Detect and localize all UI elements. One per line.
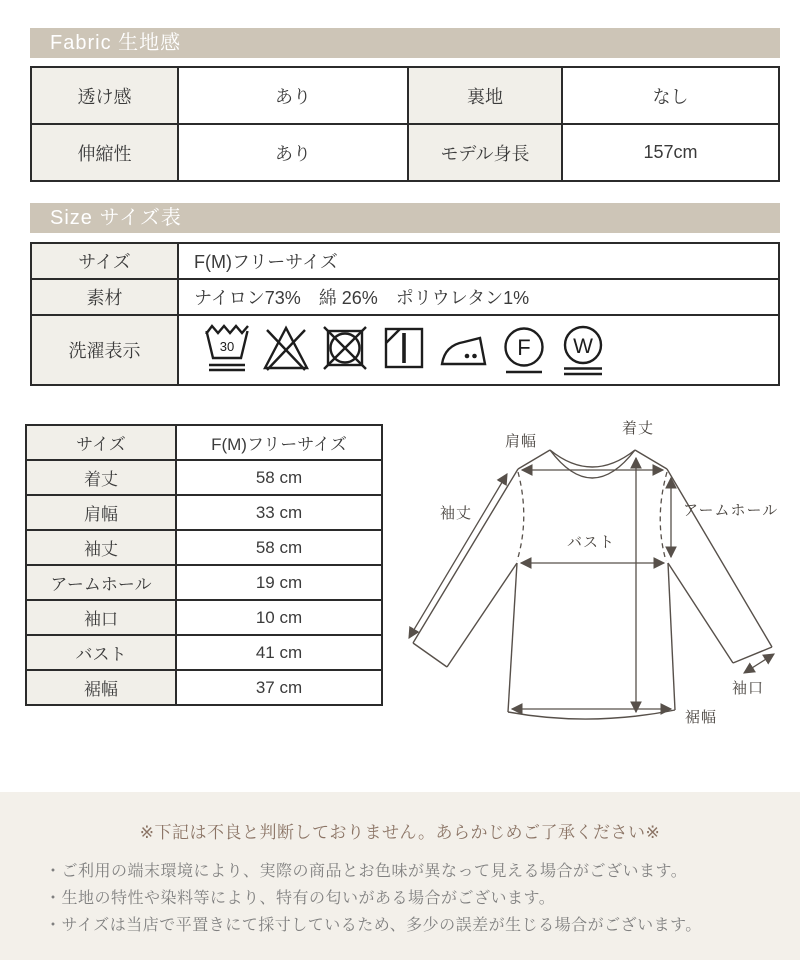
fabric-value-stretch: あり	[178, 124, 408, 181]
size-label: サイズ	[31, 243, 178, 279]
table-row	[26, 565, 382, 600]
svg-text:W: W	[573, 335, 593, 358]
do-not-bleach-icon	[262, 322, 310, 378]
meas-header-label: サイズ	[26, 425, 176, 460]
svg-text:30: 30	[219, 339, 235, 354]
meas-label-length: 着丈	[26, 460, 176, 495]
meas-label-sleeve: 袖丈	[26, 530, 176, 565]
meas-label-cuff: 袖口	[26, 600, 176, 635]
meas-label-bust: バスト	[26, 635, 176, 670]
disclaimer-title: ※下記は不良と判断しておりません。あらかじめご了承ください※	[139, 823, 661, 842]
disclaimer-item: ・サイズは当店で平置きにて採寸しているため、多少の誤差が生じる場合がございます。	[45, 917, 702, 934]
table-row	[31, 243, 779, 279]
meas-label-hem: 裾幅	[26, 670, 176, 705]
fabric-label-sheerness: 透け感	[31, 67, 178, 124]
table-row	[31, 124, 779, 181]
meas-label-shoulder: 肩幅	[26, 495, 176, 530]
wet-clean-very-gentle-icon	[559, 322, 607, 378]
material-value: ナイロン73% 綿 26% ポリウレタン1%	[178, 279, 779, 315]
diagram-label-hem: 裾幅	[685, 709, 718, 726]
table-row	[26, 635, 382, 670]
meas-value-bust: 41 cm	[176, 635, 382, 670]
care-label: 洗濯表示	[31, 315, 178, 385]
table-row	[31, 67, 779, 124]
table-row	[26, 425, 382, 460]
table-row	[26, 495, 382, 530]
meas-value-armhole: 19 cm	[176, 565, 382, 600]
care-symbols-row	[194, 318, 778, 382]
meas-label-armhole: アームホール	[26, 565, 176, 600]
diagram-label-sleeve: 袖丈	[439, 505, 473, 522]
disclaimer-item: ・ご利用の端末環境により、実際の商品とお色味が異なって見える場合がございます。	[45, 863, 688, 880]
meas-header-value: F(M)フリーサイズ	[176, 425, 382, 460]
meas-value-sleeve: 58 cm	[176, 530, 382, 565]
measurements-table	[25, 424, 383, 706]
fabric-value-sheerness: あり	[178, 67, 408, 124]
fabric-label-lining: 裏地	[408, 67, 562, 124]
iron-two-dots-icon	[439, 322, 489, 378]
diagram-label-cuff: 袖口	[731, 680, 765, 697]
table-row	[26, 670, 382, 705]
measurement-arrows	[409, 458, 774, 712]
diagram-label-bust: バスト	[566, 534, 616, 551]
disclaimer-list	[45, 858, 800, 939]
table-row	[31, 279, 779, 315]
meas-value-cuff: 10 cm	[176, 600, 382, 635]
size-section-header: Size サイズ表	[30, 203, 780, 233]
fabric-value-model-height: 157cm	[562, 124, 779, 181]
fabric-label-stretch: 伸縮性	[31, 124, 178, 181]
table-row	[26, 460, 382, 495]
meas-value-hem: 37 cm	[176, 670, 382, 705]
disclaimer-item: ・生地の特性や染料等により、特有の匂いがある場合がございます。	[45, 890, 556, 907]
material-label: 素材	[31, 279, 178, 315]
size-info-table	[30, 242, 780, 386]
garment-measurement-diagram	[400, 415, 800, 760]
table-row	[31, 315, 779, 385]
fabric-label-model-height: モデル身長	[408, 124, 562, 181]
diagram-label-length: 着丈	[621, 420, 655, 437]
diagram-label-armhole: アームホール	[683, 502, 779, 519]
wash-30-very-gentle-icon	[203, 322, 251, 378]
do-not-tumble-dry-icon	[321, 322, 369, 378]
fabric-value-lining: なし	[562, 67, 779, 124]
dry-clean-petroleum-gentle-icon	[500, 322, 548, 378]
meas-value-length: 58 cm	[176, 460, 382, 495]
fabric-section-header: Fabric 生地感	[30, 28, 780, 58]
fabric-table	[30, 66, 780, 182]
table-row	[26, 530, 382, 565]
disclaimer-panel	[0, 792, 800, 960]
svg-text:F: F	[517, 335, 531, 360]
size-value: F(M)フリーサイズ	[178, 243, 779, 279]
line-dry-in-shade-icon	[380, 322, 428, 378]
meas-value-shoulder: 33 cm	[176, 495, 382, 530]
table-row	[26, 600, 382, 635]
diagram-label-shoulder: 肩幅	[504, 433, 538, 450]
garment-outline	[413, 450, 772, 719]
